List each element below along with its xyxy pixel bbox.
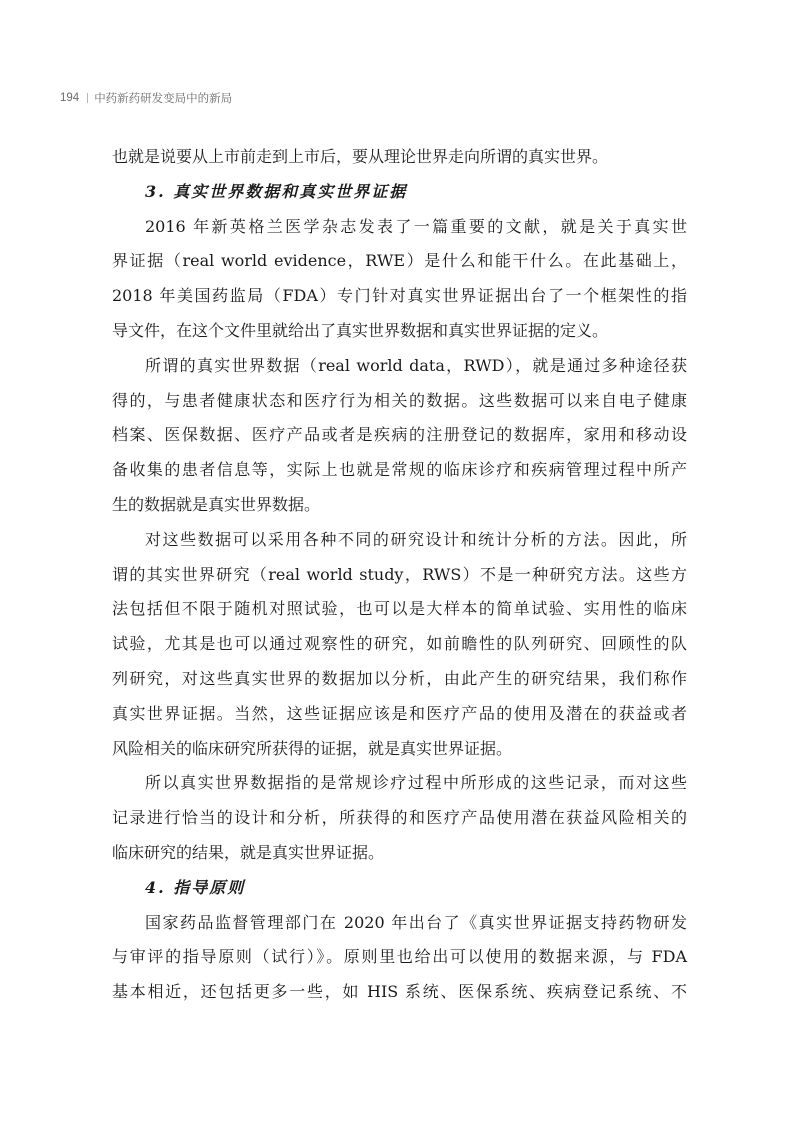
paragraph-line: 谓的其实世界研究（real world study，RWS）不是一种研究方法。这些方 — [112, 564, 687, 584]
paragraph-line: 2018 年美国药监局（FDA）专门针对真实世界证据出台了一个框架性的指 — [112, 286, 687, 306]
header-divider — [87, 93, 88, 103]
section-heading: 3. 真实世界数据和真实世界证据 — [145, 181, 408, 201]
paragraph-line: 风险相关的临床研究所获得的证据，就是真实世界证据。 — [112, 738, 513, 758]
paragraph-line: 基本相近，还包括更多一些，如 HIS 系统、医保系统、疾病登记系统、不 — [112, 982, 687, 1002]
paragraph-line: 所以真实世界数据指的是常规诊疗过程中所形成的这些记录，而对这些 — [145, 773, 687, 793]
page-number: 194 — [60, 92, 80, 104]
paragraph-line: 真实世界证据。当然，这些证据应该是和医疗产品的使用及潜在的获益或者 — [112, 703, 687, 723]
paragraph-line: 列研究，对这些真实世界的数据加以分析，由此产生的研究结果，我们称作 — [112, 668, 687, 688]
paragraph-line: 所谓的真实世界数据（real world data，RWD），就是通过多种途径获 — [145, 355, 687, 375]
paragraph-line: 与审评的指导原则（试行）》。原则里也给出可以使用的数据来源，与 FDA — [112, 947, 687, 967]
body-text — [112, 140, 687, 1010]
paragraph-line: 2016 年新英格兰医学杂志发表了一篇重要的文献，就是关于真实世 — [145, 216, 687, 236]
book-title: 中药新药研发变局中的新局 — [94, 93, 233, 105]
section-heading: 4. 指导原则 — [145, 877, 246, 897]
paragraph-line: 备收集的患者信息等，实际上也就是常规的临床诊疗和疾病管理过程中所产 — [112, 460, 687, 480]
paragraph-line: 国家药品监督管理部门在 2020 年出台了《真实世界证据支持药物研发 — [145, 912, 687, 932]
paragraph-line: 得的，与患者健康状态和医疗行为相关的数据。这些数据可以来自电子健康 — [112, 390, 687, 410]
paragraph-line: 也就是说要从上市前走到上市后，要从理论世界走向所谓的真实世界。 — [112, 147, 609, 166]
paragraph-line: 界证据（real world evidence，RWE）是什么和能干什么。在此基础上， — [112, 251, 687, 271]
paragraph-line: 临床研究的结果，就是真实世界证据。 — [112, 842, 385, 862]
paragraph-line: 法包括但不限于随机对照试验，也可以是大样本的简单试验、实用性的临床 — [112, 599, 687, 619]
running-header — [60, 90, 232, 106]
paragraph-line: 试验，尤其是也可以通过观察性的研究，如前瞻性的队列研究、回顾性的队 — [112, 634, 687, 654]
paragraph-line: 导文件，在这个文件里就给出了真实世界数据和真实世界证据的定义。 — [112, 320, 609, 340]
paragraph-line: 对这些数据可以采用各种不同的研究设计和统计分析的方法。因此，所 — [145, 529, 687, 549]
paragraph-line: 生的数据就是真实世界数据。 — [112, 494, 321, 514]
paragraph-line: 档案、医保数据、医疗产品或者是疾病的注册登记的数据库，家用和移动设 — [112, 425, 687, 445]
paragraph-line: 记录进行恰当的设计和分析，所获得的和医疗产品使用潜在获益风险相关的 — [112, 808, 687, 828]
